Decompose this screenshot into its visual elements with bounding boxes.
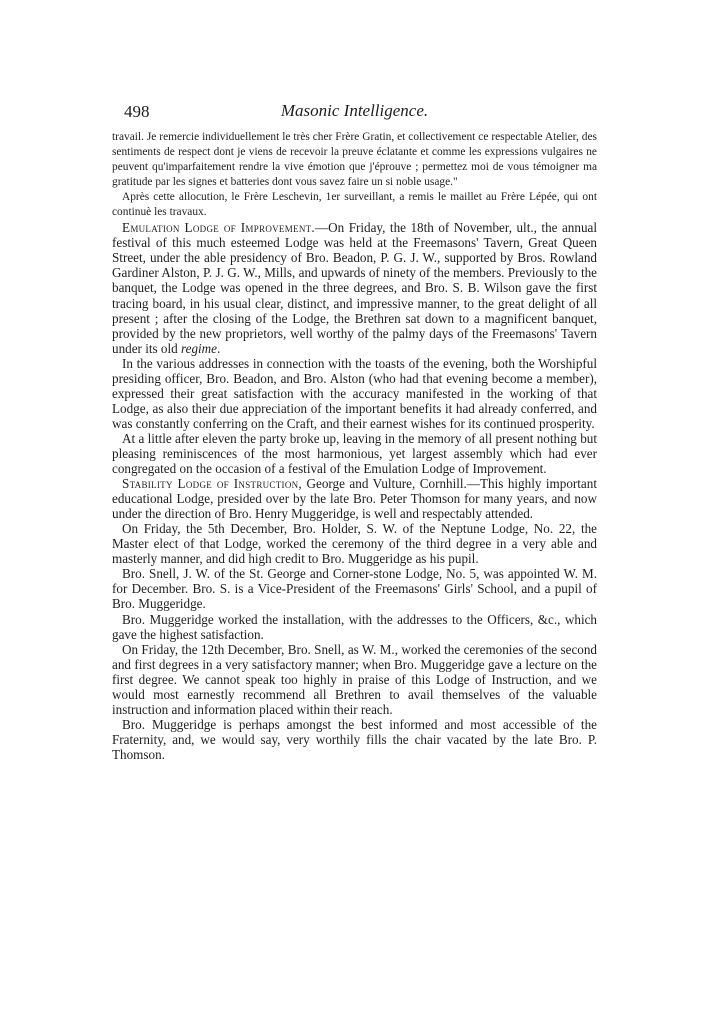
running-head: Masonic Intelligence.: [280, 101, 429, 120]
page: [112, 100, 597, 762]
paragraph-installation: Bro. Muggeridge worked the installation, with the addresses to the Officers, &c., which gave the highest satisfaction.: [112, 611, 597, 642]
paragraph-addresses: In the various addresses in connection with the toasts of the evening, both the Worshipful presiding officer, Bro. Beadon, and Bro. Alston (who had that evening become a member), expressed their great satisfaction with the accuracy manifested in the working of that Lodge, as also their due appreciation of the important benefits it had already conferred, and was constantly conferring on the Craft, and their earnest wishes for its continued prosperity.: [112, 355, 597, 431]
french-paragraph-1: travail. Je remercie individuellement le très cher Frère Gratin, et collectivement ce respectable Atelier, des sentiments de respect dont je viens de recevoir la preuve éclatante et comme les expressions vulgaires ne peuvent qu'imparfaitement rendre la vive émotion que j'éprouve ; permettez moi de vous témoigner ma gratitude par les signes et batteries dont vous savez faire un si noble usage.": [112, 131, 597, 189]
page-header: [112, 100, 597, 130]
paragraph-party-broke-up: At a little after eleven the party broke up, leaving in the memory of all present nothing but pleasing reminiscences of the most harmonious, yet largest assembly which had ever congregated on the occasion of a festival of the Emulation Lodge of Improvement.: [112, 430, 597, 477]
paragraph-bro-muggeridge: Bro. Muggeridge is perhaps amongst the best informed and most accessible of the Fraternity, and, we would say, very worthily fills the chair vacated by the late Bro. P. Thomson.: [112, 716, 597, 762]
section-heading-emulation: Emulation Lodge of Improvement.: [122, 220, 315, 236]
page-number: 498: [124, 102, 150, 121]
paragraph-stability-lodge: Stability Lodge of Instruction, George and Vulture, Cornhill.—This highly important educational Lodge, presided over by the late Bro. Peter Thomson for many years, and now under the direction of Bro. Henry Muggeridge, is well and respectably attended.: [112, 476, 597, 522]
paragraph-emulation-lodge: Emulation Lodge of Improvement.—On Friday, the 18th of November, ult., the annual festival of this much esteemed Lodge was held at the Freemasons' Tavern, Great Queen Street, under the able presidency of Bro. Beadon, P. G. J. W., supported by Bros. Rowland Gardiner Alston, P. J. G. W., Mills, and upwards of ninety of the members. Previously to the banquet, the Lodge was opened in the three degrees, and Bro. S. B. Wilson gave the first tracing board, in his usual clear, distinct, and impressive manner, to the great delight of all present ; after the closing of the Lodge, the Brethren sat down to a magnificent banquet, provided by the new proprietors, well worthy of the palmy days of the Freemasons' Tavern under its old regime.: [112, 220, 597, 356]
paragraph-bro-snell: Bro. Snell, J. W. of the St. George and Corner-stone Lodge, No. 5, was appointed W. M. for December. Bro. S. is a Vice-President of the Freemasons' Girls' School, and a pupil of Bro. Muggeridge.: [112, 566, 597, 612]
french-paragraph-2: Après cette allocution, le Frère Leschevin, 1er surveillant, a remis le maillet au Frère Lépée, qui ont continuè les travaux.: [112, 191, 597, 219]
article-body: [112, 130, 597, 762]
section-heading-stability: Stability Lodge of Instruction,: [122, 476, 303, 492]
paragraph-12th-december: On Friday, the 12th December, Bro. Snell, as W. M., worked the ceremonies of the second and first degrees in a very satisfactory manner; when Bro. Muggeridge gave a lecture on the first degree. We cannot speak too highly in praise of this Lodge of Instruction, and we would most earnestly recommend all Brethren to avail themselves of the valuable instruction and information placed within their reach.: [112, 641, 597, 717]
paragraph-5th-december: On Friday, the 5th December, Bro. Holder, S. W. of the Neptune Lodge, No. 22, the Master elect of that Lodge, worked the ceremony of the third degree in a very able and masterly manner, and did high credit to Bro. Muggeridge as his pupil.: [112, 521, 597, 567]
